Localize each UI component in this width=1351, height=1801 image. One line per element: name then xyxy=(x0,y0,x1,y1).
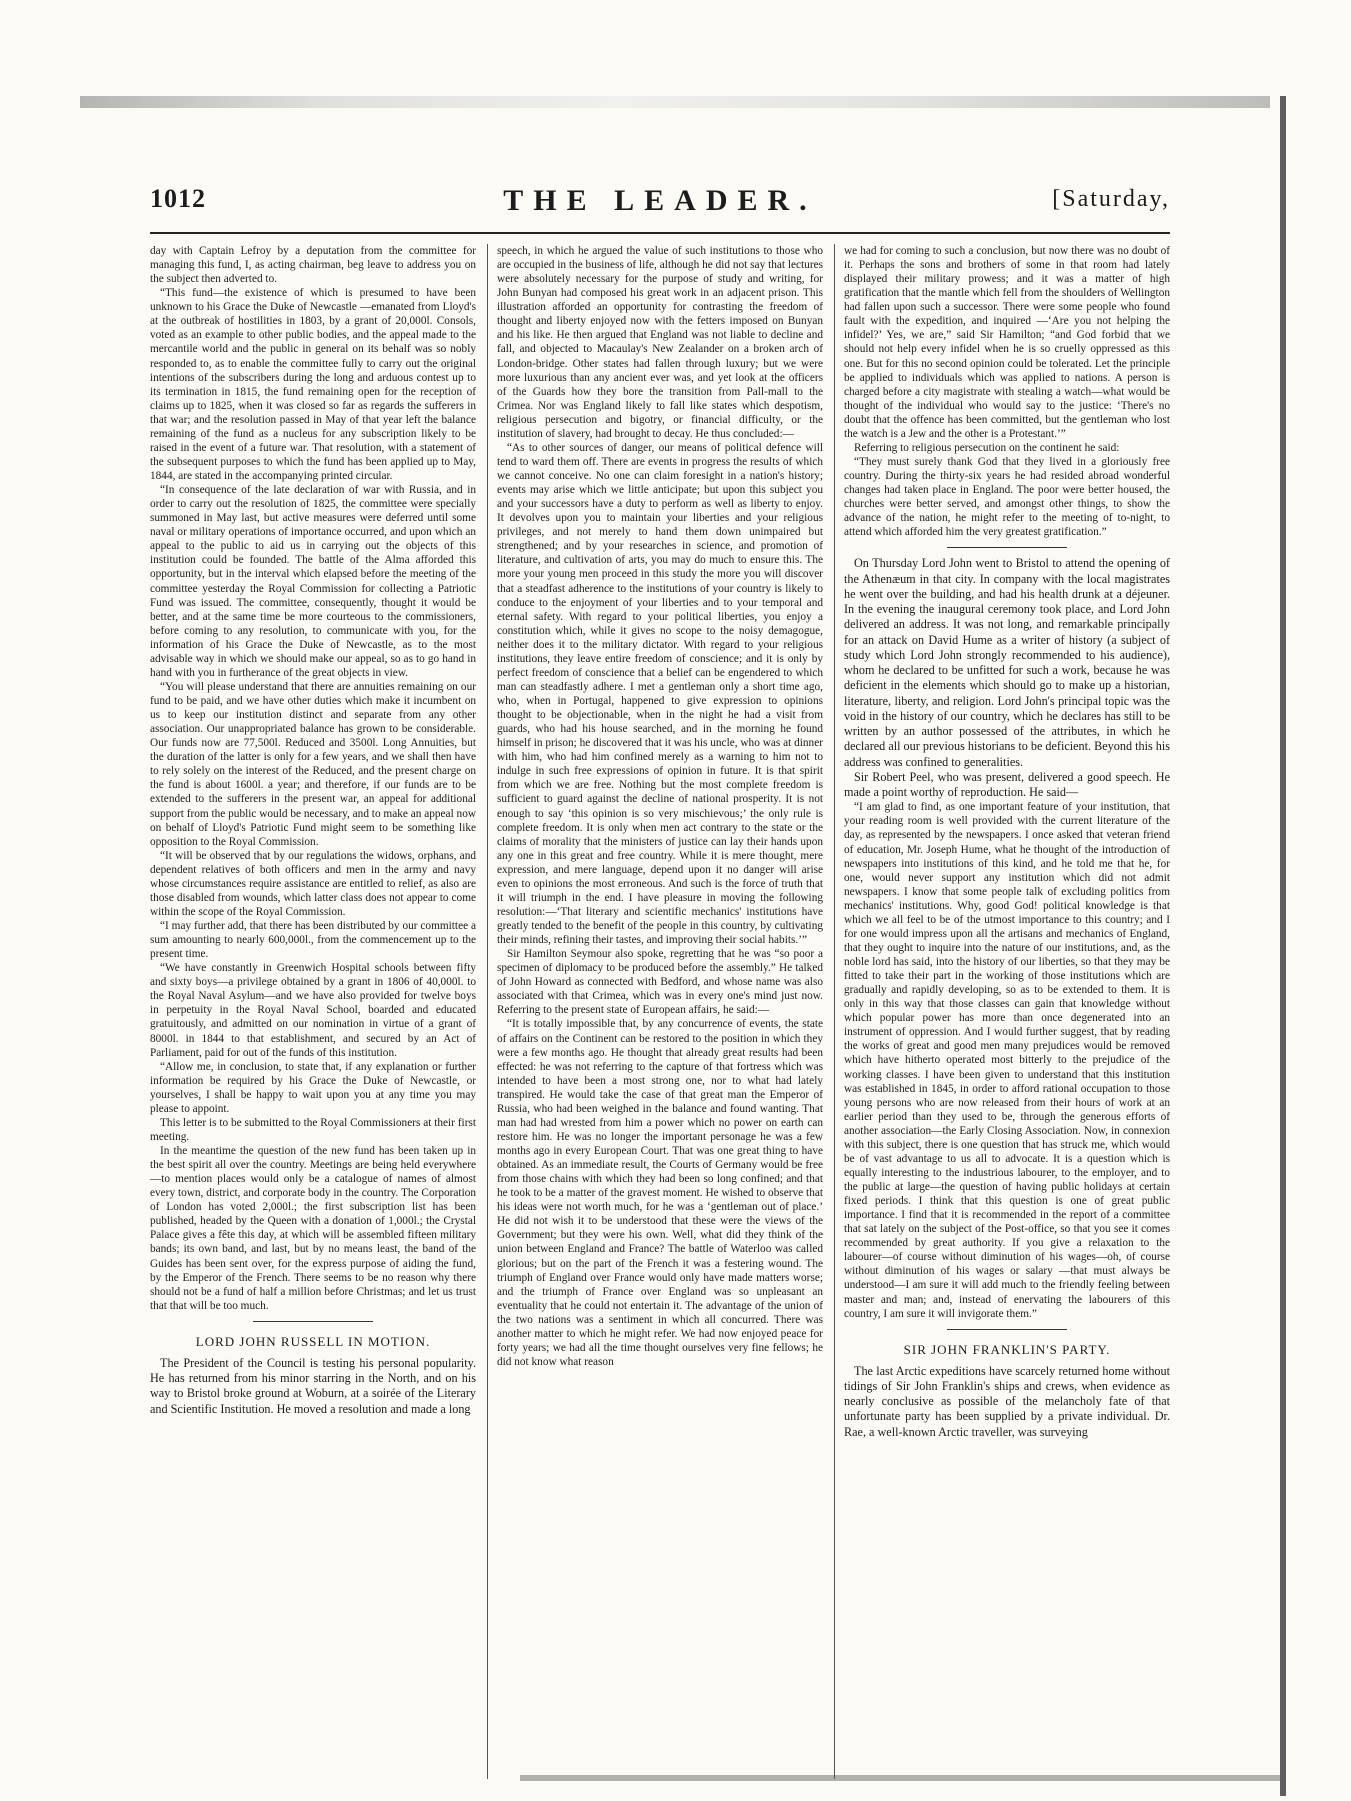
section-separator xyxy=(947,1329,1067,1330)
section-heading: LORD JOHN RUSSELL IN MOTION. xyxy=(195,1333,431,1349)
column-1 xyxy=(150,244,476,1779)
section-separator xyxy=(947,547,1067,548)
column-2 xyxy=(497,244,823,1779)
col1-paragraph: The President of the Council is testing his personal popularity. He has returned from his minor starring in the North, and on his way to Bristol broke ground at Woburn, at a soirée of the Literary and Scientific Institution. He moved a resolution and made a long xyxy=(150,1355,476,1416)
col2-paragraph: Sir Hamilton Seymour also spoke, regretting that he was “so poor a specimen of diplomacy to be produced before the assembly.” He talked of John Howard as connected with Bedford, and whose name was also associated with that Crimea, which was in every one's mind just now. Referring to the present state of European affairs, he said:— xyxy=(497,948,823,1017)
col3-paragraph: Sir Robert Peel, who was present, delivered a good speech. He made a point worthy of reproduction. He said— xyxy=(844,769,1170,800)
column-3 xyxy=(844,244,1170,1779)
masthead xyxy=(150,184,1170,224)
page-edge-top xyxy=(80,96,1270,108)
section-heading: SIR JOHN FRANKLIN'S PARTY. xyxy=(903,1341,1111,1357)
col1-paragraph: “Allow me, in conclusion, to state that, if any explanation or further information be required by his Grace the Duke of Newcastle, or yourselves, I shall be happy to wait upon you at any time you may please to appoint. xyxy=(150,1060,476,1115)
column-divider xyxy=(834,244,835,1779)
article-columns xyxy=(150,244,1170,1779)
col1-paragraph: “In consequence of the late declaration of war with Russia, and in order to carry out the resolution of 1825, the committee were specially summoned in May last, but active measures were deferred until some naval or military operations of importance occurred, and upon which an appeal to the public to aid us in carrying out the objects of this institution could be founded. The battle of the Alma afforded this opportunity, but in the interval which elapsed before the meeting of the committee yesterday the Royal Commission for collecting a Patriotic Fund was issued. The committee, consequently, thought it would be better, and at the same time be more courteous to the commissioners, before coming to any resolution, to communicate with you, for the information of his Grace the Duke of Newcastle, as to the most advisable way in which we should make our appeal, so as to go hand in hand with you in furtherance of the great objects in view. xyxy=(150,484,476,679)
col1-paragraph: This letter is to be submitted to the Royal Commissioners at their first meeting. xyxy=(150,1116,476,1143)
col3-paragraph: we had for coming to such a conclusion, but now there was no doubt of it. Perhaps the sons and brothers of some in that room had lately displayed their military prowess; and it was a matter of high gratification that the mantle which fell from the shoulders of Wellington had fallen upon such a successor. There were some people who found fault with the expedition, and inquired —‘Are you not helping the infidel?’ Yes, we are,” said Sir Hamilton; “and God forbid that we should not help every infidel when he is so cruelly oppressed as this one. But for this no second opinion could be tolerated. Let the principle be applied to individuals which was applied to nations. A person is charged before a city magistrate with stealing a watch—what would be thought of the individual who would say to the justice: ‘There's no doubt that the offence has been committed, but the gentleman who lost the watch is a Jew and the other is a Protestant.’” xyxy=(844,245,1170,440)
col1-paragraph: day with Captain Lefroy by a deputation from the committee for managing this fund, I, as acting chairman, beg leave to address you on the subject then adverted to. xyxy=(150,245,476,286)
col2-quote: “It is totally impossible that, by any concurrence of events, the state of affairs on the Continent can be restored to the position in which they were a few months ago. He thought that already great results had been effected: he was not referring to the capture of that fortress which was intended to have been a most strong one, nor to what had lately transpired. He would take the case of that great man the Emperor of Russia, who had been weighed in the balance and found wanting. That man had had wrested from him a power which no power on earth can restore him. He was no longer the important personage he was a few months ago in every European Court. That was one great thing to have obtained. As an immediate result, the Courts of Germany would be free from those chains with which they had been so long confined; and that he took to be a matter of the gravest moment. He wished to observe that his ideas were not worth much, for he was a ‘gentleman out of place.’ He did not wish it to be understood that these were the views of the Government; but they were his own. Well, what did they think of the union between England and France? The battle of Waterloo was called glorious; but on the part of the French it was a festering wound. The triumph of England over France would only have made matters worse; and the triumph of France over England was so unpleasant an eventuality that he could not entertain it. The advantage of the union of the two nations was a sentiment in which all concurred. There was another matter to which he might refer. We had now enjoyed peace for forty years; we had all the time thought ourselves very fine fellows; he did not know what reason xyxy=(497,1018,823,1368)
col1-paragraph: “I may further add, that there has been distributed by our committee a sum amounting to nearly 600,000l., from the commencement up to the present time. xyxy=(150,920,476,961)
page-edge-right xyxy=(1280,96,1286,1796)
col1-paragraph: “This fund—the existence of which is presumed to have been unknown to his Grace the Duke of Newcastle —emanated from Lloyd's at the outbreak of hostilities in 1803, by a grant of 20,000l. Consols, voted as an example to other public bodies, and the appeal made to the mercantile world and the public in general on its behalf was so nobly responded to, as to enable the committee fully to carry out the original intentions of the subscribers during the long and arduous contest up to its termination in 1815, the fund remaining open for the reception of claims up to 1825, when it was closed so far as regards the sufferers in that war; and the resolution passed in May of that year left the balance remaining of the fund as a nucleus for any subscription likely to be raised in the event of a future war. That resolution, with a statement of the subsequent purposes to which the fund has been applied up to May, 1844, are stated in the accompanying printed circular. xyxy=(150,287,476,482)
col1-paragraph: In the meantime the question of the new fund has been taken up in the best spirit all over the country. Meetings are being held everywhere—to mention places would only be a catalogue of names of almost every town, district, and corporate body in the country. The Corporation of London has voted 2,000l.; the first subscription list has been published, headed by the Queen with a donation of 1,000l.; the Crystal Palace gives a fête this day, at which will be assembled fifteen military bands; its own band, and last, but by no means least, the band of the Guides has been sent over, for the express purpose of aiding the fund, by the Emperor of the French. There seems to be no reason why there should not be a fund of half a million before Christmas; and let us trust that that will be too much. xyxy=(150,1145,476,1312)
column-divider xyxy=(487,244,488,1779)
col3-quote: “They must surely thank God that they lived in a gloriously free country. During the thirty-six years he had resided abroad wonderful changes had taken place in England. The poor were better housed, the churches were better served, and amongst other things, to show the advance of the nation, he might refer to the meeting of to-night, to attend which afforded him the very greatest gratification.” xyxy=(844,455,1170,539)
col3-paragraph: On Thursday Lord John went to Bristol to attend the opening of the Athenæum in that city. In company with the local magistrates he went over the building, and had his health drunk at a déjeuner. In the evening the inaugural ceremony took place, and Lord John delivered an address. It was not long, and remarkable principally for an attack on David Hume as a writer of history (a subject of study which Lord John strongly recommended to his audience), whom he declared to be unfitted for such a work, because he was deficient in the elements which should go to make up a historian, literature, liberty, and religion. Lord John's principal topic was the void in the history of our country, which he declares has still to be written by an author possessed of the attributes, in which he declared all our previous historians to be deficient. Beyond this his address was confined to generalities. xyxy=(844,556,1170,769)
section-separator xyxy=(253,1321,373,1322)
col3-paragraph: Referring to religious persecution on the continent he said: xyxy=(854,441,1120,454)
col3-paragraph: The last Arctic expeditions have scarcely returned home without tidings of Sir John Franklin's ships and crews, when evidence as nearly conclusive as possible of the melancholy fate of that unfortunate party has been supplied by a private individual. Dr. Rae, a well-known Arctic traveller, was surveying xyxy=(844,1363,1170,1439)
col1-paragraph: “You will please understand that there are annuities remaining on our fund to be paid, and we have other duties which make it incumbent on us to keep our institution distinct and separate from any other association. Our unappropriated balance has grown to be considerable. Our funds now are 77,500l. Reduced and 3500l. Long Annuities, but the duration of the latter is only for a few years, and we shall then have to rely solely on the interest of the Reduced, and the present charge on the fund is about 1600l. a year; and therefore, if our funds are to be extended to the sufferers in the present war, an appeal for additional support from the public would be necessary, and to make an appeal now on behalf of Lloyd's Patriotic Fund might seem to be something like opposition to the Royal Commission. xyxy=(150,680,476,848)
col2-paragraph: speech, in which he argued the value of such institutions to those who are occupied in the business of life, although he did not say that lectures were absolutely necessary for the purpose of study and writing, for John Bunyan had composed his great work in an adjacent prison. This illustration afforded an opportunity for contrasting the freedom of thought and liberty enjoyed now with the fetters imposed on Bunyan and his like. He then argued that England was not liable to decline and fall, and objected to Macaulay's New Zealander on a broken arch of London-bridge. Other states had fallen through luxury; but we were more luxurious than any ancient ever was, and yet look at the officers of the Guards how they bore the transition from Pall-mall to the Crimea. Nor was England likely to fall like states which despotism, religious persecution and bigotry, or financial difficulty, or the institution of slavery, had brought to decay. He thus concluded:— xyxy=(497,245,823,440)
page-number: 1012 xyxy=(150,184,206,213)
col1-paragraph: “It will be observed that by our regulations the widows, orphans, and dependent relatives of both officers and men in the army and navy whose circumstances require assistance are entitled to relief, as also are those disabled from wounds, which latter class does not appear to come within the scope of the Royal Commission. xyxy=(150,849,476,918)
paper-title: THE LEADER. xyxy=(503,184,817,217)
col3-quote: “I am glad to find, as one important feature of your institution, that your reading room is well provided with the current literature of the day, as represented by the newspapers. I once asked that veteran friend of education, Mr. Joseph Hume, what he thought of the introduction of newspapers into institutions of this kind, and he told me that he, for one, would never support any institution which did not admit newspapers. I know that some people talk of excluding politics from mechanics' institutions. Why, good God! political knowledge is that which we all feel to be of the utmost importance to this country; and I for one would impress upon all the artisans and mechanics of England, that they ought to inquire into the nature of our institutions, and, as the noble lord has said, into the history of our liberties, so that they may be fitted to take their part in the working of those institutions which are gradually and rapidly developing, so as to be extended to them. It is only in this way that those classes can gain that knowledge without which popular power has more than once degenerated into an instrument of oppression. And I would further suggest, that by reading the works of great and good men many prejudices would be removed which have hitherto operated most bitterly to the prejudice of the working classes. I have been given to understand that this institution was established in 1845, in order to afford rational occupation to those young persons who are now released from their hours of work at an earlier period than they used to be, through the generous efforts of another association—the Early Closing Association. Now, in connexion with this subject, there is one question that has struck me, which would be of vast advantage to us all to advocate. It is a question which is equally interesting to the industrious labourer, to the employer, and to the public at large—the question of having public holidays at certain fixed periods. I think that this question is one of great public importance. I find that it is recommended in the report of a committee that sat lately on the subject of the Post-office, so that you see it comes recommended by great authority. If you give a relaxation to the labourer—of course without diminution of his wages—oh, of course without diminution of his wages or salary —that must always be understood—I am sure it will add much to the friendly feeling between master and man; and, instead of enervating the labourers of this country, I am sure it will invigorate them.” xyxy=(844,801,1170,1320)
issue-day: [Saturday, xyxy=(1052,186,1170,212)
col1-paragraph: “We have constantly in Greenwich Hospital schools between fifty and sixty boys—a privilege obtained by a grant in 1806 of 40,000l. to the Royal Naval Asylum—and we have also provided for twelve boys in perpetuity in the Royal Naval School, boarded and educated gratuitously, and admitted on our nomination in virtue of a grant of 8000l. in 1844 to that establishment, and secured by an Act of Parliament, paid for out of the funds of this institution. xyxy=(150,962,476,1059)
masthead-rule xyxy=(150,232,1170,234)
col2-quote: “As to other sources of danger, our means of political defence will tend to ward them off. There are events in progress the results of which we cannot conceive. No one can claim foresight in a nation's history; events may arise which we little anticipate; but upon this subject you and your successors have a duty to perform as well as liberty to enjoy. It devolves upon you to maintain your liberties and your religious privileges, and not merely to hand them down unimpaired but strengthened; and by your researches in science, and promotion of literature, and cultivation of arts, you may do much to ensure this. The more your young men proceed in this study the more you will discover that a steadfast adherence to the institutions of your country is likely to conduce to the enjoyment of your liberties and to your temporal and eternal safety. With regard to your political liberties, you enjoy a constitution which, while it gives no scope to the noisy demagogue, neither does it to the military dictator. With regard to your religious institutions, they leave entire freedom of conscience; and it is only by perfect freedom of conscience that a belief can be engendered to which man can steadfastly adhere. I met a gentleman only a short time ago, who, when in Portugal, happened to give expression to opinions thought to be objectionable, when in the night he had a visit from guards, who had his house searched, and in the morning he found himself in prison; he discovered that it was his uncle, who was at dinner with him, who had him confined merely as a warning to him not to indulge in such free expressions of opinion in future. It is that spirit from which we are free. Nothing but the most complete freedom is sufficient to guard against the decline of national prosperity. It is not enough to say ‘this opinion is so very mischievous;’ the only rule is complete freedom. It is only when men act contrary to the state or the claims of morality that the ministers of justice can lay their hands upon any one in this great and free country. While it is mere thought, mere expression, and mere language, depend upon it no danger will arise even to opinions the most erroneous. And such is the force of truth that it will triumph in the end. I have pleasure in moving the following resolution:—‘That literary and scientific mechanics' institutions have greatly tended to the benefit of the people in this country, by cultivating their minds, refining their tastes, and improving their social habits.’” xyxy=(497,441,823,947)
